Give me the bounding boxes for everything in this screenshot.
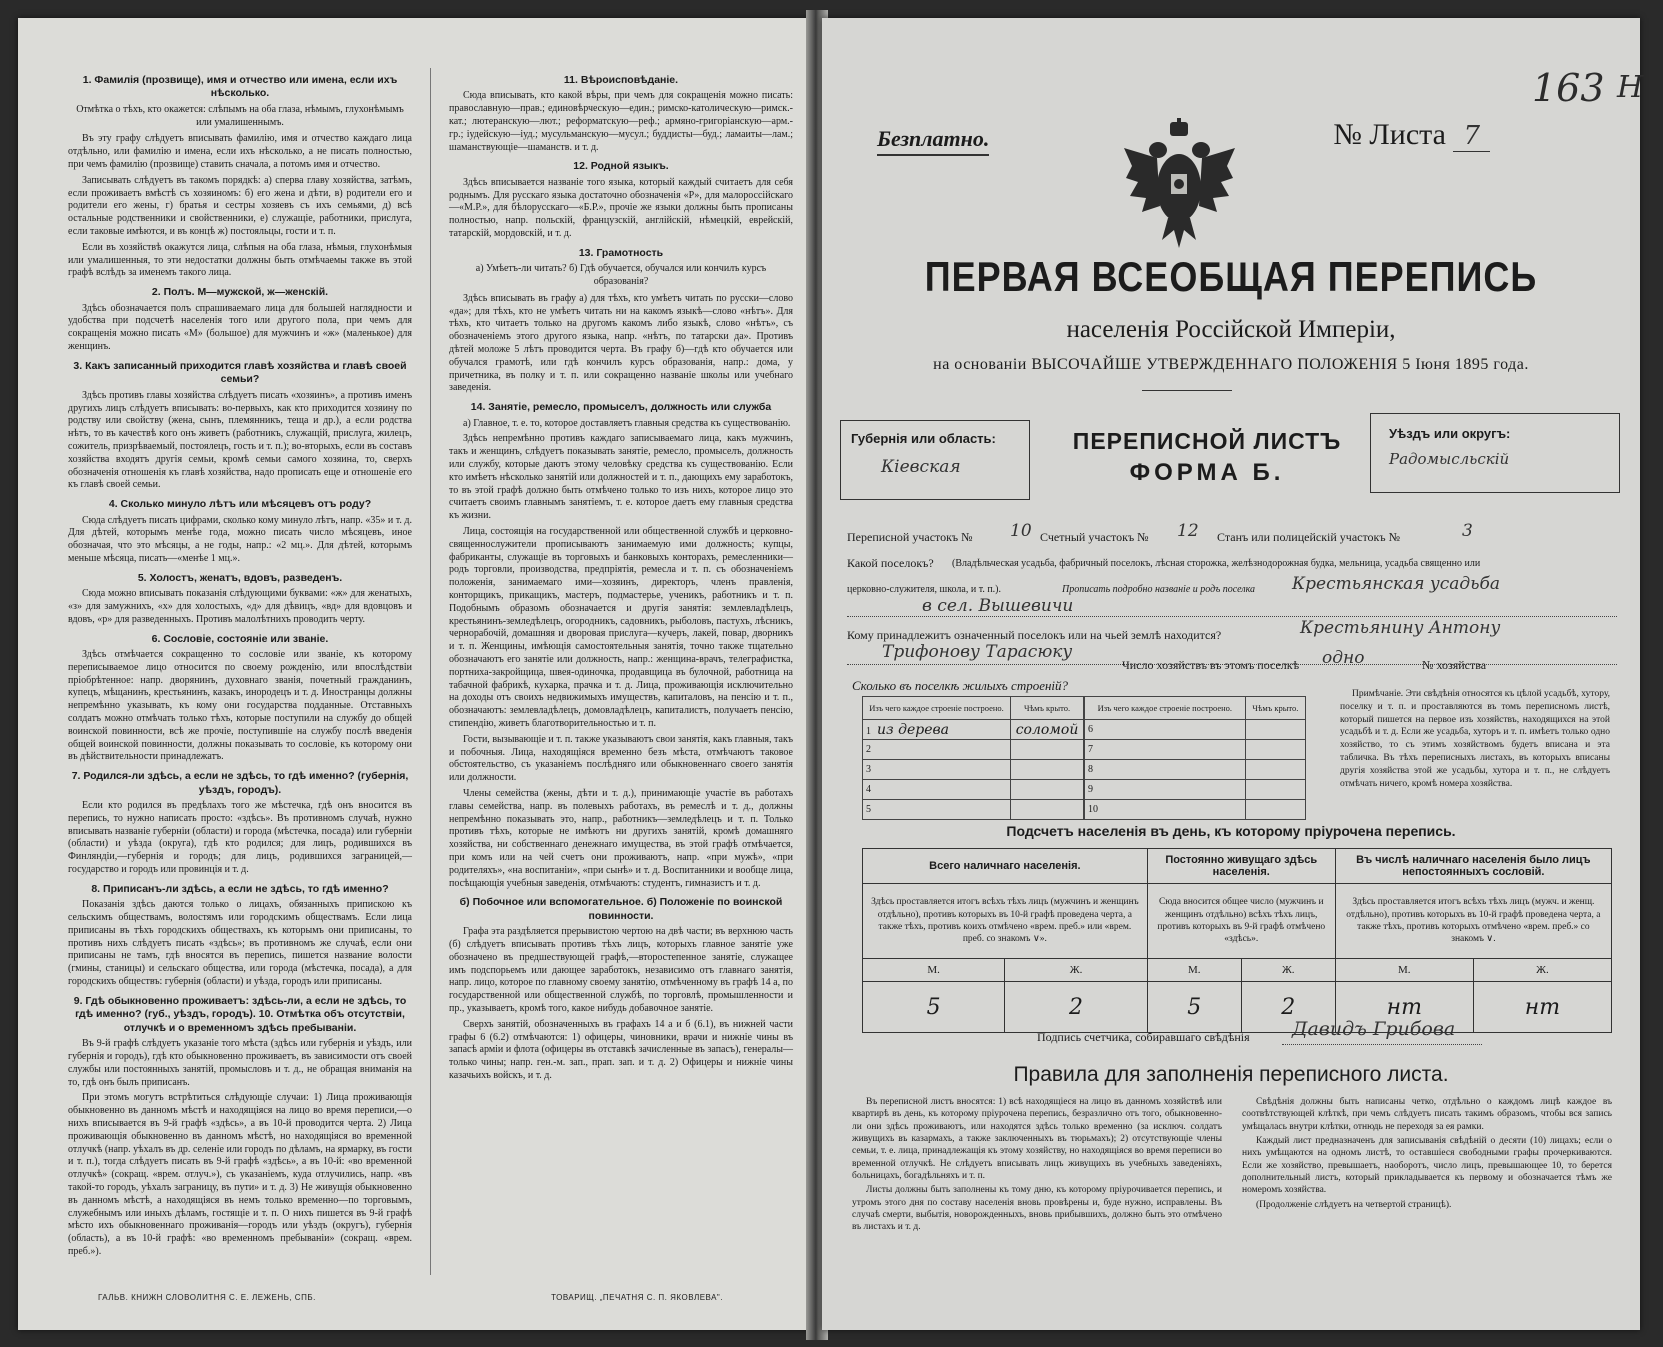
instruction-paragraph: Если кто родился въ предѣлахъ того же мѣстечка, гдѣ онъ вносится въ перепись, то нужно написать просто: «здѣсь». Въ противномъ случаѣ, нужно вписывать названіе губерніи (области) и города (мѣстечка, посада) или губерніи (области) и уѣзда (округа), гдѣ кто родился; для лицъ, родившихся въ Финляндіи,—губернія и городъ; для лицъ, родившихся заграницей,—государство и городъ или провинція и т. д. [68, 800, 412, 876]
guberniya-label: Губернія или область: [851, 431, 996, 446]
population-count-table [862, 848, 1612, 1033]
building-row-number: 1 [866, 725, 871, 737]
stan-label: Станъ или полицейскій участокъ № [1217, 530, 1401, 544]
sheet-number-label: № Листа [1333, 118, 1446, 151]
permanent-female-count: 2 [1241, 982, 1335, 1033]
buildings-label: Сколько въ поселкѣ жилыхъ строеній? [852, 678, 1069, 693]
building-roof-cell [1011, 800, 1084, 820]
instruction-heading: 2. Полъ. М—мужской, ж—женскій. [151, 286, 329, 299]
instruction-paragraph: Сюда слѣдуетъ писать цифрами, сколько кому минуло лѣтъ, напр. «35» и т. д. Для дѣтей, которымъ менѣе года, можно писать число мѣсяцевъ, иное обозначая, что это мѣсяцы, а не годы, напр.: «2 мц.». Для дѣтей, которымъ меньше мѣсяца, писать—«менѣе 1 мц.». [68, 514, 412, 564]
building-row [1085, 740, 1306, 760]
male-label: М. [1335, 959, 1473, 982]
instruction-heading: 5. Холостъ, женатъ, вдовъ, разведенъ. [137, 571, 343, 584]
building-row-number: 7 [1088, 744, 1093, 755]
count-explanation-present: Здѣсь проставляется итогъ всѣхъ тѣхъ лицъ (мужчинъ и женщинъ отдѣльно), противъ которыхъ въ 10-й графѣ проведена черта, а также тѣхъ, противъ коихъ отмѣчено «врем. преб.» или «врем. преб. со знакомъ ∨». [863, 884, 1148, 959]
building-roof-cell [1011, 760, 1084, 780]
building-material-cell [863, 800, 1011, 820]
building-row-number: 3 [866, 764, 871, 775]
buildings-col-material-header: Изъ чего каждое строеніе построено. [863, 697, 1011, 720]
signature-value: Давидъ Грибова [1292, 1018, 1456, 1040]
building-roof-cell [1245, 800, 1305, 820]
count-header-nonpermanent: Въ числѣ наличнаго населенія было лицъ непостоянныхъ сословій. [1335, 849, 1611, 884]
right-page-census-form [822, 18, 1644, 1330]
building-row-number: 5 [866, 804, 871, 815]
instruction-heading: 11. Вѣроисповѣданіе. [563, 74, 679, 86]
building-row [863, 720, 1084, 740]
poselok-hint-3: Прописать подробно названіе и родъ поселка [1062, 584, 1256, 595]
census-basis: на основаніи ВЫСОЧАЙШЕ УТВЕРЖДЕННАГО ПОЛОЖЕНІЯ 5 Іюня 1895 года. [933, 356, 1529, 373]
household-no-label: № хозяйства [1422, 658, 1487, 672]
building-row [1085, 780, 1306, 800]
instruction-paragraph: Сюда вписывать, кто какой вѣры, при чемъ для сокращенія можно писать: православную—прав.; единовѣрческую—един.; римско-католическую—римск.-кат.; лютеранскую—лют.; реформатскую—реф.; армяно-григоріанскую—арм.-гр.; іудейскую—іуд.; мусульманскую—мусул.; буддисты—буд.; ламаиты—лам.; шаманствующіе—шаманств. и т. д. [449, 90, 793, 153]
owner-label: Кому принадлежитъ означенный поселокъ или на чьей землѣ находится? [847, 628, 1222, 642]
guberniya-box [840, 420, 1030, 500]
sheet-number-value: 7 [1453, 121, 1490, 152]
form-title-sheet: ПЕРЕПИСНОЙ ЛИСТЪ [1072, 428, 1342, 454]
instruction-heading: б) Побочное или вспомогательное. б) Положеніе по воинской повинности. [459, 896, 783, 922]
female-label: Ж. [1241, 959, 1335, 982]
poselok-hint-2: церковно-служителя, школа, и т. п.). [847, 584, 1001, 595]
building-material-cell [1085, 740, 1246, 760]
instruction-heading: 14. Занятіе, ремесло, промыселъ, должность или служба [470, 401, 772, 414]
building-roof-cell [1245, 780, 1305, 800]
census-title: ПЕРВАЯ ВСЕОБЩАЯ ПЕРЕПИСЬ [924, 252, 1538, 300]
building-row-number: 8 [1088, 764, 1093, 775]
buildings-col-material-header-2: Изъ чего каждое строеніе построено. [1085, 697, 1246, 720]
census-subtitle: населенія Россійской Имперіи, [1066, 316, 1396, 343]
male-label: М. [1147, 959, 1241, 982]
archive-mark: Н [1617, 70, 1644, 105]
buildings-col-roof-header: Чѣмъ крыто. [1011, 697, 1084, 720]
poselok-hint: (Владѣльческая усадьба, фабричный поселокъ, лѣсная сторожка, желѣзнодорожная будка, мельница, усадьба священно или [952, 558, 1481, 569]
form-title [1037, 428, 1377, 487]
column-divider [430, 68, 431, 1275]
building-row-number: 2 [866, 744, 871, 755]
building-row-number: 4 [866, 784, 871, 795]
perepisnoy-uchastok-label: Переписной участокъ № [847, 530, 973, 544]
instruction-heading: 6. Сословіе, состояніе или званіе. [151, 632, 329, 645]
stan-value: 3 [1462, 521, 1473, 541]
instruction-paragraph: Здѣсь противъ главы хозяйства слѣдуетъ писать «хозяинъ», а противъ именъ другихъ лицъ слѣдуетъ вписывать: во-первыхъ, как кто приходится хозяину по родству или свойству (жена, сынъ, племянникъ, теща и др.), а если родства нѣтъ, то въ качествѣ кого онъ живетъ (работникъ, служащій, прислуга, жилецъ, сожитель, призрѣваемый, постоялецъ, гость и т. п.); во-вторыхъ, если въ составъ хозяйства входятъ другія семьи, кромѣ семьи самого хозяина, то, сверхъ обозначенія отношенія къ главѣ хозяйства, надо прописать еще и отношеніе его къ главѣ своей семьи. [68, 389, 412, 491]
male-label: М. [863, 959, 1005, 982]
population-count-title: Подсчетъ населенія въ день, къ которому пріурочена перепись. [1006, 823, 1456, 839]
buildings-table-left [862, 696, 1084, 820]
nonpermanent-female-count: нт [1473, 982, 1611, 1033]
form-title-form-b: ФОРМА Б. [1129, 459, 1285, 486]
building-material-cell [1085, 720, 1246, 740]
buildings-note: Примѣчаніе. Эти свѣдѣнія относятся къ цѣлой усадьбѣ, хутору, поселку и т. п. и проставляются въ томъ переписномъ листѣ, который пишется на первое изъ хозяйствъ, находящихся на этой усадьбѣ и т. д. Если же усадьба, хуторъ и т. п. имѣетъ только одно хозяйство, то съ этимъ хозяйствомъ будетъ вписана и эта табличка. Въ тѣхъ переписныхъ листахъ, въ которыхъ вписаны другія хозяйства этой же усадьбы, хутора и т. п., не слѣдуетъ отмѣчать ничего, кромѣ номера хозяйства. [1340, 689, 1610, 789]
signature-label: Подпись счетчика, собиравшаго свѣдѣнія [1037, 1030, 1250, 1044]
building-material-cell [863, 780, 1011, 800]
building-roof-cell [1245, 740, 1305, 760]
archive-folio-number: 163 [1532, 66, 1605, 110]
owner-value-2: Трифонову Тарасюку [882, 642, 1073, 662]
building-material-cell [1085, 800, 1246, 820]
instruction-paragraph: Здѣсь отмѣчается сокращенно то сословіе или званіе, къ которому переписываемое лицо относится по своему рожденію, или впослѣдствіи пріобрѣтенное: напр. дворянинъ, духовнаго званія, почетный гражданинъ, купецъ, мѣщанинъ, крестьянинъ, казакъ, инородецъ и т. д. Иностранцы должны непремѣнно указывать, къ кому они государства подданные. Отставныхъ солдатъ можно отмѣчать только тѣхъ, которые поступили на службу до общей воинской повинности, всѣ же прочіе, поступившіе на службу послѣ введенія общей воинской повинности, должны показывать то сословіе, къ которому они въ дѣйствительности принадлежатъ. [68, 649, 412, 763]
uezd-value: Радомысльскій [1389, 450, 1510, 468]
present-female-count: 2 [1005, 982, 1147, 1033]
instruction-paragraph: а) Главное, т. е. то, которое доставляетъ главныя средства къ существованію. [463, 417, 791, 429]
instruction-subheading: Отмѣтка о тѣхъ, кто окажется: слѣпымъ на оба глаза, нѣмымъ, глухонѣмымъ или умалишеннымъ. [76, 103, 404, 128]
instruction-columns [68, 68, 793, 1275]
rules-paragraph: Листы должны быть заполнены къ тому дню, къ которому пріурочивается перепись, и утромъ этого дня по составу населенія вновь провѣрены и, буде нужно, исправлены. Въ случаѣ смерти, выбытія, новорожденныхъ, вновь прибывшихъ, должно быть это отмѣчено въ листахъ и т. д. [852, 1185, 1222, 1233]
building-row [1085, 760, 1306, 780]
instruction-paragraph: Если въ хозяйствѣ окажутся лица, слѣпыя на оба глаза, нѣмыя, глухонѣмыя или умалишенныя, то эти недостатки должны быть отмѣчаемы также въ этой графѣ вслѣдъ за именемъ такого лица. [68, 241, 412, 279]
female-label: Ж. [1005, 959, 1147, 982]
nonpermanent-male-count: нт [1335, 982, 1473, 1033]
instruction-paragraph: Въ эту графу слѣдуетъ вписывать фамилію, имя и отчество каждаго лица отдѣльно, или фамилію и имена, если ихъ нѣсколько, а не писать полностью, при чемъ фамилію (прозвище) ставить сначала, а потомъ имя и отчество. [68, 133, 412, 171]
printer-footer-right: ТОВАРИЩ. „ПЕЧАТНЯ С. П. ЯКОВЛЕВА". [551, 1293, 723, 1302]
perepisnoy-uchastok-value: 10 [1010, 521, 1032, 541]
building-row-number: 6 [1088, 724, 1093, 735]
building-material-cell [863, 740, 1011, 760]
guberniya-value: Кіевская [881, 457, 961, 477]
instruction-heading: 7. Родился-ли здѣсь, а если не здѣсь, то гдѣ именно? (губернія, уѣздъ, городъ). [71, 770, 409, 796]
instruction-paragraph: Члены семейства (жены, дѣти и т. д.), принимающіе участіе въ работахъ главы семейства, напр. въ полевыхъ работахъ, въ ремеслѣ и т. д., должны непремѣнно показывать это, напр., работникъ—земледѣлецъ и т. п. Только противъ тѣхъ, которые не имѣютъ ни другихъ занятій, кромѣ домашняго хозяйства, ни собственнаго денежнаго имущества, въ этой графѣ отмѣчается, при комъ или на чей счетъ они проживаютъ, напр. «при мужѣ», «при родителяхъ», «на воспитаніи», «при сынѣ» и т. д. Воспитанники и вообще лица, посѣщающія учебныя заведенія, отмѣчаютъ: студентъ, гимназистъ и т. д. [449, 788, 793, 889]
instruction-paragraph: Здѣсь вписывать въ графу а) для тѣхъ, кто умѣетъ читать по русски—слово «да»; для тѣхъ, кто не умѣетъ читать ни на какомъ языкѣ—слово «нѣтъ». Для тѣхъ, кто читаетъ только на другомъ какомъ либо языкѣ, слово «нѣтъ», съ обозначеніемъ этого другого языка, напр. «нѣтъ, по татарски да». Противъ дѣтей моложе 5 лѣтъ проводится черта. Въ графу б)—гдѣ кто обучается или обучался грамотѣ, или гдѣ кончилъ курсъ образованія, напр.: дома, у причетника, въ полку и т. п. или сокращенно названіе школы или учебнаго заведенія. [449, 292, 793, 394]
poselok-underline [847, 616, 1617, 617]
present-male-count: 5 [863, 982, 1005, 1033]
instruction-column-2 [449, 68, 793, 1275]
building-material-cell [863, 720, 1011, 740]
poselok-value-2: в сел. Вышевичи [922, 596, 1074, 616]
building-roof-cell: соломой [1011, 720, 1084, 740]
building-roof-cell [1011, 740, 1084, 760]
instruction-paragraph: Здѣсь вписывается названіе того языка, который каждый считаетъ для себя роднымъ. Для русскаго языка достаточно обозначенія «Р», для малороссійскаго—«М.Р.», для бѣлорусскаго—«Б.Р.», прочіе же языки должны быть прописаны полностью, напр. польскій, французскій, англійскій, нѣмецкій, еврейскій, татарскій, мордовскій, и т. д. [449, 176, 793, 240]
buildings-table-right [1084, 696, 1306, 820]
building-row [863, 800, 1084, 820]
title-rule [1142, 390, 1232, 391]
building-roof-cell [1011, 780, 1084, 800]
building-material-cell [1085, 780, 1246, 800]
signature-underline [1282, 1044, 1482, 1045]
buildings-col-roof-header-2: Чѣмъ крыто. [1245, 697, 1305, 720]
building-row [1085, 720, 1306, 740]
poselok-label: Какой поселокъ? [847, 556, 934, 570]
sheet-number [1333, 118, 1490, 152]
building-roof-cell [1245, 720, 1305, 740]
instruction-paragraph: Здѣсь непремѣнно противъ каждаго записываемаго лица, какъ мужчинъ, такъ и женщинъ, слѣдуетъ показывать занятіе, ремесло, промыселъ, должность или службу, которые даютъ этому человѣку средства къ существованію. Если кто имѣетъ нѣсколько занятій или должностей и т. п., дающихъ ему заработокъ, то въ этой графѣ должно быть отмѣчено только то изъ нихъ, которое лицо это считаетъ своимъ главнымъ занятіемъ, т. е. которое даетъ ему главныя средства къ жизни. [449, 433, 793, 522]
uezd-label: Уѣздъ или округъ: [1389, 426, 1511, 441]
female-label: Ж. [1473, 959, 1611, 982]
building-row [863, 740, 1084, 760]
building-roof-cell [1245, 760, 1305, 780]
rules-paragraph: Свѣдѣнія должны быть написаны четко, отдѣльно о каждомъ лицѣ каждое въ соотвѣтствующей клѣткѣ, при чемъ слѣдуетъ писать такимъ образомъ, чтобы вся запись умѣщалась внутри клѣтки, отнюдь не переходя за ея рамки. [1242, 1097, 1612, 1132]
building-row-number: 10 [1088, 804, 1098, 815]
rules-paragraph: Каждый лист предназначенъ для записыванія свѣдѣній о десяти (10) лицахъ; если о нихъ умѣщаются на одномъ листѣ, то оставшіеся свободными графы прочеркиваются. Если же хозяйство, превышаетъ, наоборотъ, число лицъ, превышающее 10, то берется дополнительный листъ, который прикладывается къ первому и обозначается тѣмъ же номеромъ хозяйства. [1242, 1136, 1612, 1196]
instruction-paragraph: Въ 9-й графѣ слѣдуетъ указаніе того мѣста (здѣсь или губернія и уѣздъ, или губернія и городъ), гдѣ кто обыкновенно проживаетъ, въ зависимости отъ своей службы или постоянныхъ занятій, промысловъ и т. д., не обращая вниманія на то, гдѣ онъ былъ приписанъ. [68, 1038, 412, 1088]
instruction-paragraph: Графа эта раздѣляется прерывистою чертою на двѣ части; въ верхнюю часть (б) слѣдуетъ вписывать противъ тѣхъ лицъ, которыхъ главное занятіе уже обозначено въ предшествующей графѣ,—второстепенное занятіе, служащее имъ подспорьемъ или дающее заработокъ, независимо отъ главнаго занятія, напр. лицо, которое по главному своему занятію, отмѣченному въ графѣ 14 а, по государственной или общественной службѣ, по торговлѣ, промышленности и пр., указываетъ, кромѣ того, какое нибудь добавочное занятіе. [449, 926, 793, 1015]
schetny-uchastok-label: Счетный участокъ № [1040, 530, 1149, 544]
instruction-heading: 3. Какъ записанный приходится главѣ хозяйства и главѣ своей семьи? [73, 359, 407, 386]
instruction-heading: 8. Приписанъ-ли здѣсь, а если не здѣсь, то гдѣ именно? [91, 882, 389, 895]
rules-column-left [852, 1096, 1222, 1290]
instruction-paragraph: Лица, состоящія на государственной или общественной службѣ и церковно-священнослужители прописываютъ занимаемую ими должность; купцы, фабриканты, служащіе въ торговыхъ и банковыхъ конторахъ, ремесленники—родъ торговли, производства, предпріятія, ремесла и т. п. съ обозначеніемъ положенія, занимаемаго ими—хозяинъ, директоръ, членъ правленія, конторщикъ, прикащикъ, мастеръ, подмастерье, ученикъ, работникъ и т. п. Подобнымъ образомъ обозначается и другія занятія: землевладѣлецъ, крестьянинъ-земледѣлецъ, огородникъ, садовникъ, рыболовъ, пастухъ, лѣсникъ, чернорабочій, домашняя и дворовая прислуга—кучеръ, лакей, повар, дворникъ и т. п. Женщины, имѣющія самостоятельныя занятія, точно также тщательно обозначаютъ его занятіе или должность, напр.: женщина-врачъ, телеграфистка, портниха-закройщица, швея-одиночка, продавщица въ булочной, работница на табачной фабрикѣ, кухарка, прачка и т. д. Лица, проживающія исключительно на доходы отъ своихъ недвижимыхъ имуществъ, капиталовъ, на пенсію и т. п., обозначаютъ: землевладѣлецъ, домовладѣлецъ, капиталистъ, получаетъ пенсію, стипендію, живетъ благотворительностью и т. п. [449, 526, 793, 730]
rules-paragraph: (Продолженіе слѣдуетъ на четвертой страницѣ). [1256, 1199, 1452, 1210]
printer-footer-left: ГАЛЬВ. КНИЖН СЛОВОЛИТНЯ С. Е. ЛЕЖЕНЬ, СПБ. [98, 1293, 316, 1302]
double-headed-eagle-emblem [1122, 118, 1237, 253]
free-label: Безплатно. [877, 126, 989, 156]
count-explanation-nonpermanent: Здѣсь проставляется итогъ всѣхъ тѣхъ лицъ (мужч. и женщ. отдѣльно), противъ которыхъ въ 10-й графѣ проведена черта, а также тѣхъ, противъ которыхъ отмѣчено «врем. преб.» со знакомъ ∨. [1335, 884, 1611, 959]
instruction-heading: 13. Грамотность [578, 246, 664, 259]
poselok-value: Крестьянская усадьба [1292, 574, 1500, 594]
count-header-permanent: Постоянно живущаго здѣсь населенія. [1147, 849, 1335, 884]
instruction-heading: 9. Гдѣ обыкновенно проживаетъ: здѣсь-ли, а если не здѣсь, то гдѣ именно? (губ., уѣздъ, городъ). 10. Отмѣтка объ отсутствіи, отлучкѣ и о временномъ здѣсь пребываніи. [73, 994, 407, 1034]
households-value: одно [1322, 648, 1365, 668]
instruction-paragraph: Записывать слѣдуетъ въ такомъ порядкѣ: а) сперва главу хозяйства, затѣмъ, если проживаетъ вмѣстѣ съ хозяиномъ: б) его жена и дѣти, в) родители его и родители его жены, г) братья и сестры хозяевъ съ ихъ семьями, д) всѣ остальные родственники и свойственники, е) служащіе, работники, прислуга, если таковые имѣются, и въ концѣ ж) постояльцы, гости и т. п. [68, 174, 412, 238]
building-row-number: 9 [1088, 784, 1093, 795]
instruction-paragraph: Сюда можно вписывать показанія слѣдующими буквами: «ж» для женатыхъ, «з» для замужнихъ, «х» для холостыхъ, «д» для дѣвицъ, «вд» для вдовцовъ и вдовъ, «р» для разведенныхъ. Противъ малолѣтнихъ проводить черту. [68, 588, 412, 625]
left-page-instructions [18, 18, 813, 1330]
instruction-paragraph: Здѣсь обозначается полъ спрашиваемаго лица для большей наглядности и удобства при подсчетѣ населенія того или другого пола, при чемъ для сокращенія можно писать «М» (большое) для мужчинъ и «ж» (маленькое) для женщинъ. [68, 302, 412, 353]
building-row [863, 780, 1084, 800]
building-row [1085, 800, 1306, 820]
building-material-value: из дерева [877, 721, 950, 738]
instruction-heading: 1. Фамилія (прозвище), имя и отчество или имена, если ихъ нѣсколько. [82, 74, 398, 100]
rules-paragraph: Въ переписной листъ вносятся: 1) всѣ находящіеся на лицо въ данномъ хозяйствѣ или квартирѣ въ день, къ которому пріурочена перепись, безразлично отъ того, обыкновенно-ли они здѣсь проживаютъ, или находятся здѣсь только временно (за исключ. солдатъ живущихъ въ казармахъ, а также заключенныхъ въ тюрьмахъ); 2) отсутствующіе члены семьи, т. е. лица, принадлежащія къ этому хозяйству, но находящіяся во время переписи во временной отлучкѣ. Не слѣдуетъ вписывать лицъ живущихъ въ учебныхъ заведеніяхъ, больницахъ, богадѣльняхъ и т. п. [852, 1097, 1222, 1182]
instruction-heading: 4. Сколько минуло лѣтъ или мѣсяцевъ отъ роду? [108, 498, 372, 511]
instruction-paragraph: Показанія здѣсь даются только о лицахъ, обязанныхъ припискою къ сельскимъ обществамъ, волостямъ или городскимъ обществамъ. Если лица приписаны въ тѣхъ городскихъ обществахъ, къ которымъ они приписаны, то противъ нихъ слѣдуетъ писать «здѣсь»; въ противномъ же случаѣ, если они приписаны не тамъ, гдѣ вносятся въ перепись, пишется название волости (гмины, станицы) и сельскаго общества, или города (мѣстечка, посада), а для городскихъ обществъ: губернія (области) и уѣзда, городъ или приписаны. [68, 899, 412, 988]
rules-title: Правила для заполненія переписного листа. [1013, 1063, 1449, 1086]
uezd-box [1370, 413, 1620, 493]
count-header-present: Всего наличнаго населенія. [863, 849, 1148, 884]
instruction-paragraph: Сверхъ занятій, обозначенныхъ въ графахъ 14 а и б (6.1), въ нижней части графы 6 (6.2) отмѣчаются: 1) офицеры, чиновники, врачи и нижніе чины въ запасѣ арміи и флота (офицеры въ отставкѣ зачисленные въ запасъ), генералы—только чины; напр. ген.-м. зап., прап. зап. и т. д. 2) Офицеры и нижніе чины казачьихъ войскъ, и т. д. [449, 1018, 793, 1082]
owner-value: Крестьянину Антону [1300, 618, 1501, 638]
count-explanation-permanent: Сюда вносится общее число (мужчинъ и женщинъ отдѣльно) всѣхъ тѣхъ лицъ, противъ которыхъ въ 9-й графѣ отмѣчено «здѣсь». [1147, 884, 1335, 959]
households-label: Число хозяйствъ въ этомъ поселкѣ [1122, 658, 1300, 672]
permanent-male-count: 5 [1147, 982, 1241, 1033]
building-material-cell [1085, 760, 1246, 780]
building-material-cell [863, 760, 1011, 780]
instruction-paragraph: Гости, вызывающіе и т. п. также указываютъ свои занятія, какъ главныя, такъ и побочныя. Лица, находящіяся временно безъ мѣста, отмѣчаютъ таковое обстоятельство, съ указаніемъ послѣдняго или обыкновеннаго своего занятія или должности. [449, 733, 793, 784]
schetny-uchastok-value: 12 [1177, 521, 1199, 541]
rules-column-right [1242, 1096, 1612, 1290]
instruction-subheading: а) Умѣетъ-ли читать? б) Гдѣ обучается, обучался или кончилъ курсъ образованія? [475, 263, 767, 288]
instruction-column-1 [68, 68, 412, 1275]
instruction-paragraph: При этомъ могутъ встрѣтиться слѣдующіе случаи: 1) Лица проживающія обыкновенно въ данномъ мѣстѣ и находящіяся на лицо во время переписи,—о нихъ вписывается въ 9-й графѣ «здѣсь», а въ 10-й проводится черта. 2) Лица проживающія обыкновенно въ данномъ мѣстѣ, но находящіяся во временной отлучкѣ (напр. уѣхалъ въ др. селеніе или городъ по дѣламъ, на ярмарку, въ гости и т. п.), тогда слѣдуетъ писать въ 9-й графѣ «здѣсь», а въ 10-й: «во временной отлучкѣ» (сокращ. «врем. отлуч.»), съ указаніемъ, куда отлучились, напр. «въ такой-то городъ, уѣхалъ заграницу, въ пути» и т. д. 3) Не живущія обыкновенно въ данномъ мѣстѣ, а находящіяся въ немъ только временно—по торговымъ, служебнымъ или иныхъ дѣламъ, гостящіе и т. п. О нихъ пишется въ 9-й графѣ мѣсто ихъ обыкновеннаго проживанія—городъ или уѣздъ (округъ), губернія (область), а въ 10-й графѣ: «во временномъ пребываніи» (сокращ. «врем. преб.»). [68, 1092, 412, 1257]
building-row [863, 760, 1084, 780]
instruction-heading: 12. Родной языкъ. [573, 160, 669, 173]
